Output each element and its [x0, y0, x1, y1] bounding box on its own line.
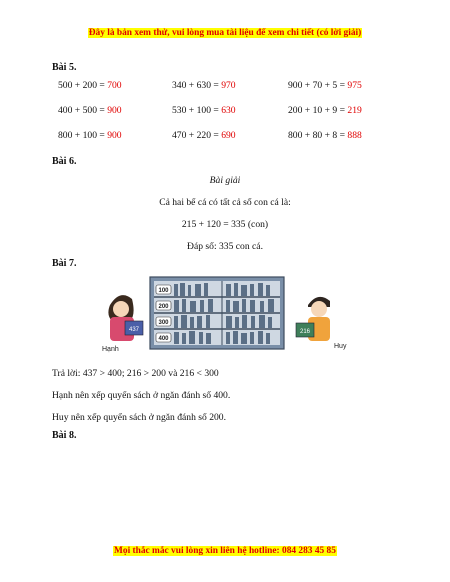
boy-book-number: 216 — [299, 329, 311, 335]
exercise-5-heading: Bài 5. — [52, 62, 77, 73]
calc-row — [58, 80, 398, 92]
answer-line: Trả lời: 437 > 400; 216 > 200 và 216 < 300 — [52, 368, 219, 379]
preview-banner — [0, 27, 450, 38]
bookshelf-illustration — [100, 275, 356, 355]
calc-item: 400 + 500 = 900 — [58, 105, 122, 116]
bookshelf — [150, 277, 284, 349]
hotline-banner — [0, 545, 450, 556]
calc-row — [58, 105, 398, 117]
calc-item: 530 + 100 = 630 — [172, 105, 236, 116]
exercise-7-heading: Bài 7. — [52, 258, 77, 269]
calc-item: 340 + 630 = 970 — [172, 80, 236, 91]
solution-title: Bài giải — [209, 175, 241, 186]
shelf-label: 100 — [158, 288, 169, 294]
boy-name-label: Huy — [334, 343, 347, 350]
solution-answer: Đáp số: 335 con cá. — [187, 241, 263, 252]
solution-calc: 215 + 120 = 335 (con) — [181, 219, 269, 230]
exercise-6-heading: Bài 6. — [52, 156, 77, 167]
girl-name-label: Hạnh — [102, 346, 119, 353]
shelf-label: 400 — [158, 336, 169, 342]
calc-item: 800 + 80 + 8 = 888 — [288, 130, 362, 141]
calc-item: 200 + 10 + 9 = 219 — [288, 105, 362, 116]
shelf-label: 200 — [158, 304, 169, 310]
exercise-8-heading: Bài 8. — [52, 430, 77, 441]
answer-line: Hạnh nên xếp quyển sách ở ngăn đánh số 400. — [52, 390, 231, 401]
calc-item: 500 + 200 = 700 — [58, 80, 122, 91]
solution-line: Cả hai bể cá có tất cả số con cá là: — [159, 197, 291, 208]
answer-line: Huy nên xếp quyển sách ở ngăn đánh số 200. — [52, 412, 226, 423]
girl-figure — [102, 295, 143, 353]
shelf-label: 300 — [158, 320, 169, 326]
hotline-banner-text: Mọi thắc mắc vui lòng xin liên hệ hotline: 084 283 45 85 — [114, 546, 336, 556]
girl-book-number: 437 — [128, 327, 140, 333]
calc-row — [58, 130, 398, 142]
calc-item: 900 + 70 + 5 = 975 — [288, 80, 362, 91]
preview-banner-text: Đây là bản xem thử, vui lòng mua tài liệu để xem chi tiết (có lời giải) — [88, 28, 362, 38]
calc-item: 800 + 100 = 900 — [58, 130, 122, 141]
boy-figure — [296, 297, 347, 350]
calc-item: 470 + 220 = 690 — [172, 130, 236, 141]
